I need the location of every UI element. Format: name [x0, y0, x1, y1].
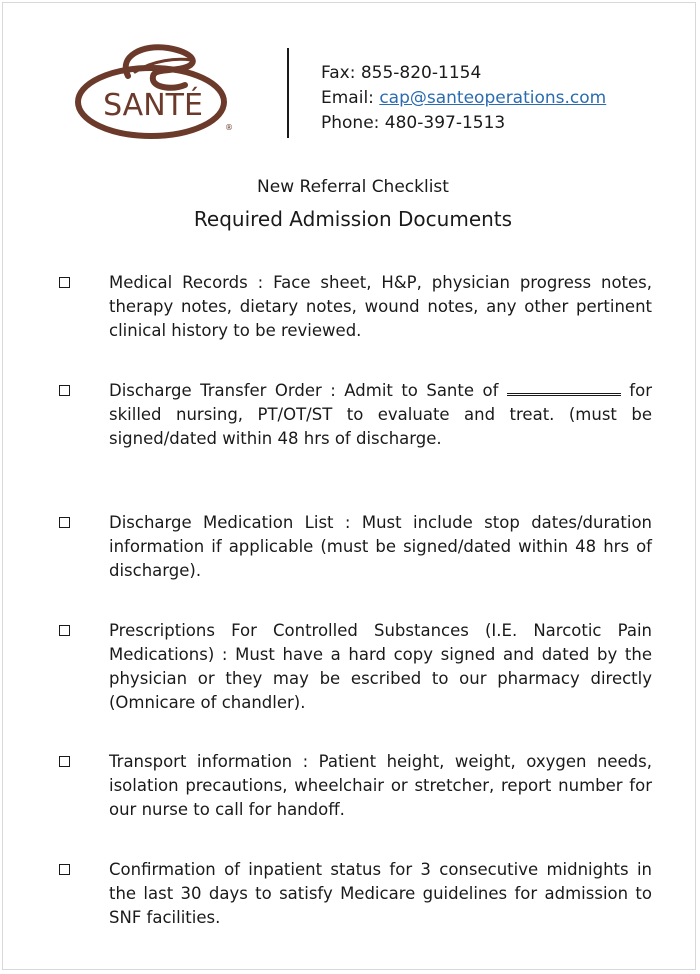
document-page: [2, 2, 696, 970]
sante-logo: [73, 38, 238, 143]
email-link[interactable]: cap@santeoperations.com: [379, 88, 607, 108]
email-row: [321, 86, 606, 111]
fax-row: [321, 61, 606, 86]
email-label: Email:: [321, 88, 374, 108]
phone-row: [321, 111, 606, 136]
item-text-before-blank: Discharge Transfer Order : Admit to Sante of: [109, 381, 507, 400]
fill-in-blank[interactable]: [507, 379, 621, 396]
logo-wordmark: SANTÉ: [103, 88, 203, 123]
contact-block: [321, 61, 606, 136]
document-header: [3, 3, 697, 153]
checklist-item-text: Confirmation of inpatient status for 3 consecutive midnights in the last 30 days to satisfy Medicare guidelines for admission to SNF facilities.: [109, 860, 652, 927]
header-divider: [287, 48, 289, 138]
document-subtitle: New Referral Checklist: [257, 177, 449, 197]
checkbox[interactable]: [59, 625, 70, 636]
title-block: [3, 175, 700, 233]
checkbox[interactable]: [59, 385, 70, 396]
document-title: Required Admission Documents: [193, 207, 513, 231]
fax-value: 855-820-1154: [360, 63, 482, 83]
checkbox[interactable]: [59, 864, 70, 875]
checklist-item-text: Transport information : Patient height, weight, oxygen needs, isolation precautions, wheelchair or stretcher, report number for our nurse to call for handoff.: [109, 752, 652, 819]
phone-label: Phone:: [321, 113, 380, 133]
checkbox[interactable]: [59, 756, 70, 767]
fax-label: Fax:: [321, 63, 356, 83]
checklist-item-text: Prescriptions For Controlled Substances (I.E. Narcotic Pain Medications) : Must have a hard copy signed and dated by the physician or they may be escribed to our pharmacy directly (Omnicare of chandler).: [109, 621, 652, 712]
checklist-item-text: Medical Records : Face sheet, H&P, physician progress notes, therapy notes, dietary notes, wound notes, any other pertinent clinical history to be reviewed.: [109, 273, 652, 340]
checklist-item-text: Discharge Medication List : Must include stop dates/duration information if applicable (must be signed/dated within 48 hrs of discharge).: [109, 513, 652, 580]
phone-value: 480-397-1513: [384, 113, 506, 133]
checkbox[interactable]: [59, 277, 70, 288]
checkbox[interactable]: [59, 517, 70, 528]
item-text-after-blank: for skilled nursing, PT/OT/ST to evaluate and treat. (must be signed/dated within 48 hrs of discharge.: [109, 381, 652, 448]
registered-mark: ®: [225, 123, 233, 132]
checklist-item-text: [109, 379, 652, 451]
